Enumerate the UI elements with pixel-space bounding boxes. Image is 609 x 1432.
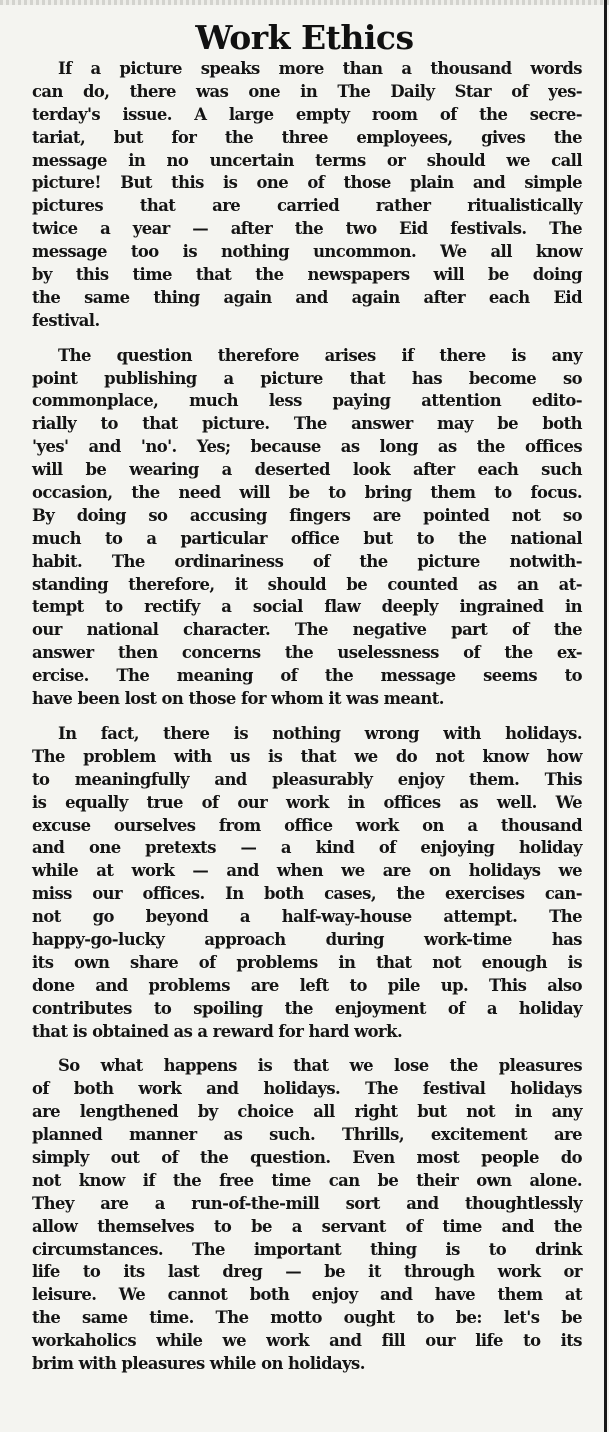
text-line: rially to that picture. The answer may be both: [32, 414, 582, 434]
text-line: by this time that the newspapers will be doing: [32, 265, 582, 285]
article-body: [32, 58, 582, 1388]
text-line: message in no uncertain terms or should we call: [32, 150, 582, 170]
paragraph-2: [32, 345, 582, 711]
text-line: twice a year — after the two Eid festivals. The: [32, 219, 582, 239]
text-line: not know if the free time can be their own alone.: [32, 1170, 582, 1190]
torn-top-edge: [0, 0, 609, 5]
text-line: ercise. The meaning of the message seems to: [32, 666, 582, 686]
text-line: commonplace, much less paying attention edito-: [32, 391, 582, 411]
text-line: while at work — and when we are on holidays we: [32, 861, 582, 881]
text-line: festival.: [32, 310, 100, 330]
paragraph-4: [32, 1055, 582, 1375]
text-line: are lengthened by choice all right but not in any: [32, 1102, 582, 1122]
text-line: 'yes' and 'no'. Yes; because as long as the offices: [32, 437, 582, 457]
column-rule: [604, 0, 607, 1432]
text-line: In fact, there is nothing wrong with holidays.: [58, 723, 582, 743]
text-line: point publishing a picture that has become so: [32, 368, 582, 388]
text-line: the same thing again and again after each Eid: [32, 287, 582, 307]
text-line: miss our offices. In both cases, the exercises can-: [32, 884, 582, 904]
text-line: message too is nothing uncommon. We all know: [32, 242, 582, 262]
text-line: answer then concerns the uselessness of the ex-: [32, 643, 582, 663]
text-line: life to its last dreg — be it through work or: [32, 1262, 582, 1282]
text-line: its own share of problems in that not enough is: [32, 952, 582, 972]
text-line: that is obtained as a reward for hard work.: [32, 1021, 403, 1041]
text-line: habit. The ordinariness of the picture notwith-: [32, 551, 582, 571]
text-line: to meaningfully and pleasurably enjoy them. This: [32, 769, 582, 789]
text-line: picture! But this is one of those plain and simple: [32, 173, 582, 193]
text-line: planned manner as such. Thrills, excitement are: [32, 1125, 582, 1145]
text-line: tariat, but for the three employees, gives the: [32, 127, 582, 147]
text-line: happy-go-lucky approach during work-time has: [32, 929, 582, 949]
text-line: workaholics while we work and fill our life to its: [32, 1331, 582, 1351]
text-line: excuse ourselves from office work on a thousand: [32, 815, 582, 835]
text-line: much to a particular office but to the national: [32, 528, 582, 548]
text-line: They are a run-of-the-mill sort and thoughtlessly: [32, 1193, 582, 1213]
paragraph-3: [32, 723, 582, 1043]
text-line: standing therefore, it should be counted as an at-: [32, 574, 582, 594]
headline: Work Ethics: [195, 18, 414, 57]
text-line: terday's issue. A large empty room of the secre-: [32, 104, 582, 124]
text-line: can do, there was one in The Daily Star of yes-: [32, 81, 582, 101]
text-line: allow themselves to be a servant of time and the: [32, 1216, 582, 1236]
text-line: brim with pleasures while on holidays.: [32, 1353, 365, 1373]
text-line: done and problems are left to pile up. This also: [32, 975, 582, 995]
text-line: The problem with us is that we do not know how: [32, 746, 582, 766]
text-line: By doing so accusing fingers are pointed not so: [32, 505, 582, 525]
text-line: the same time. The motto ought to be: let's be: [32, 1308, 582, 1328]
text-line: is equally true of our work in offices as well. We: [32, 792, 582, 812]
text-line: The question therefore arises if there is any: [58, 345, 582, 365]
text-line: leisure. We cannot both enjoy and have them at: [32, 1285, 582, 1305]
text-line: simply out of the question. Even most people do: [32, 1147, 582, 1167]
text-line: tempt to rectify a social flaw deeply ingrained in: [32, 597, 582, 617]
text-line: pictures that are carried rather ritualistically: [32, 196, 582, 216]
paragraph-1: [32, 58, 582, 333]
text-line: of both work and holidays. The festival holidays: [32, 1079, 582, 1099]
text-line: occasion, the need will be to bring them to focus.: [32, 483, 582, 503]
text-line: our national character. The negative part of the: [32, 620, 582, 640]
text-line: If a picture speaks more than a thousand words: [58, 59, 582, 78]
text-line: So what happens is that we lose the pleasures: [58, 1056, 582, 1076]
text-line: and one pretexts — a kind of enjoying holiday: [32, 838, 582, 858]
text-line: not go beyond a half-way-house attempt. The: [32, 907, 582, 927]
text-line: circumstances. The important thing is to drink: [32, 1239, 582, 1259]
text-line: will be wearing a deserted look after each such: [32, 460, 582, 480]
text-line: have been lost on those for whom it was meant.: [32, 689, 444, 709]
text-line: contributes to spoiling the enjoyment of a holiday: [32, 998, 582, 1018]
